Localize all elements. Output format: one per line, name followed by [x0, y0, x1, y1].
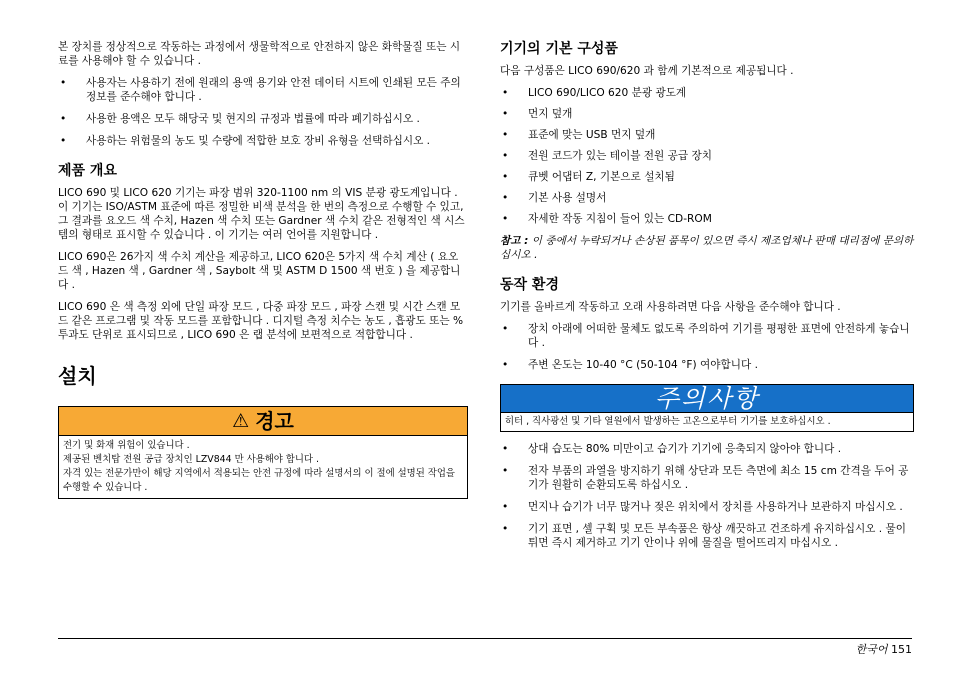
- list-item: • 상대 습도는 80% 미만이고 습기가 기기에 응축되지 않아야 합니다 .: [500, 442, 914, 456]
- page-footer: [856, 643, 912, 657]
- list-item: • 큐벳 어댑터 Z, 기본으로 설치됨: [500, 170, 914, 184]
- note: [500, 234, 914, 262]
- warning-line: 자격 있는 전문가만이 해당 지역에서 적용되는 안전 규정에 따라 설명서의 이 절에 설명된 작업을 수행할 수 있습니다 .: [63, 468, 455, 493]
- warning-line: 전기 및 화재 위험이 있습니다 .: [63, 440, 190, 451]
- environment-more-list: [500, 442, 914, 550]
- list-item: • 장치 아래에 어떠한 물체도 없도록 주의하여 기기를 평평한 표면에 안전하게 놓습니다 .: [500, 322, 914, 350]
- caution-text: 히터 , 직사광선 및 기타 열원에서 발생하는 고온으로부터 기기를 보호하십시오 .: [501, 412, 913, 431]
- environment-heading: 동작 환경: [500, 277, 559, 293]
- components-list: [500, 86, 914, 226]
- right-column: [500, 40, 914, 558]
- list-item: • 자세한 작동 지침이 들어 있는 CD-ROM: [500, 212, 914, 226]
- page-number: 151: [891, 643, 912, 656]
- environment-intro: 기기를 올바르게 작동하고 오래 사용하려면 다음 사항을 준수해야 합니다 .: [500, 301, 841, 313]
- warning-line: 제공된 벤치탑 전원 공급 장치인 LZV844 만 사용해야 합니다 .: [63, 454, 319, 465]
- caution-header: 주의사항: [501, 385, 913, 412]
- warning-body: [59, 436, 467, 498]
- list-item: • 사용하는 위험물의 농도 및 수량에 적합한 보호 장비 유형을 선택하십시오 .: [58, 134, 468, 148]
- list-item: • 전자 부품의 과열을 방지하기 위해 상단과 모든 측면에 최소 15 cm 간격을 두어 공기가 원활히 순환되도록 하십시오 .: [500, 464, 914, 492]
- list-item: • 기기 표면 , 셀 구획 및 모든 부속품은 항상 깨끗하고 건조하게 유지하십시오 . 물이 튀면 즉시 제거하고 기기 안이나 위에 물질을 떨어뜨리지 마십시오 .: [500, 522, 914, 550]
- environment-list: [500, 322, 914, 372]
- intro-bullet-list: [58, 76, 468, 148]
- warning-box: [58, 406, 468, 499]
- warning-title: 경고: [255, 409, 294, 433]
- footer-language: 한국어: [855, 643, 888, 656]
- overview-paragraph: LICO 690 은 색 측정 외에 단일 파장 모드 , 다중 파장 모드 , 파장 스캔 및 시간 스캔 모드 같은 프로그램 및 작동 모드를 포함합니다 . 디지털 측정 치수는 농도 , 흡광도 또는 % 투과도 단위로 표시되므로 , LICO 690 은 랩 분석에 보편적으로 적합합니다 .: [58, 301, 464, 341]
- install-heading: 설치: [58, 364, 97, 388]
- footer-divider: [58, 638, 912, 639]
- list-item: • 전원 코드가 있는 테이블 전원 공급 장치: [500, 149, 914, 163]
- list-item: • 사용한 용액은 모두 해당국 및 현지의 규정과 법률에 따라 폐기하십시오 .: [58, 112, 468, 126]
- note-label: 참고 :: [500, 235, 529, 247]
- intro-paragraph: 본 장치를 정상적으로 작동하는 과정에서 생물학적으로 안전하지 않은 화학물질 또는 시료를 사용해야 할 수 있습니다 .: [58, 41, 461, 67]
- list-item: • 주변 온도는 10-40 °C (50-104 °F) 여야합니다 .: [500, 358, 914, 372]
- caution-box: [500, 384, 914, 432]
- list-item: • 사용자는 사용하기 전에 원래의 용액 용기와 안전 데이터 시트에 인쇄된 모든 주의 정보를 준수해야 합니다 .: [58, 76, 468, 104]
- list-item: • LICO 690/LICO 620 분광 광도계: [500, 86, 914, 100]
- left-column: [58, 40, 468, 499]
- warning-header: [59, 407, 467, 436]
- components-heading: 기기의 기본 구성품: [500, 41, 618, 57]
- list-item: • 표준에 맞는 USB 먼지 덮개: [500, 128, 914, 142]
- overview-heading: 제품 개요: [58, 163, 117, 179]
- warning-triangle-icon: ⚠: [232, 410, 250, 432]
- overview-paragraph: LICO 690 및 LICO 620 기기는 파장 범위 320-1100 nm 의 VIS 분광 광도계입니다 . 이 기기는 ISO/ASTM 표준에 따른 정밀한 비색 분석을 한 번의 측정으로 수행할 수 있고, 그 결과를 요오드 색 수치, Hazen 색 수치 또는 Gardner 색 수치 같은 전형적인 색 시스템의 형태로 표시할 수 있습니다 . 이 기기는 여러 언어를 지원합니다 .: [58, 187, 465, 241]
- list-item: • 기본 사용 설명서: [500, 191, 914, 205]
- components-intro: 다음 구성품은 LICO 690/620 과 함께 기본적으로 제공됩니다 .: [500, 65, 794, 77]
- overview-paragraph: LICO 690은 26가지 색 수치 계산을 제공하고, LICO 620은 5가지 색 수치 계산 ( 요오드 색 , Hazen 색 , Gardner 색 , Saybolt 색 및 ASTM D 1500 색 번호 ) 을 제공합니다 .: [58, 251, 461, 291]
- list-item: • 먼지나 습기가 너무 많거나 젖은 위치에서 장치를 사용하거나 보관하지 마십시오 .: [500, 500, 914, 514]
- note-text: 이 중에서 누락되거나 손상된 품목이 있으면 즉시 제조업체나 판매 대리점에 문의하십시오 .: [500, 235, 914, 261]
- list-item: • 먼지 덮개: [500, 107, 914, 121]
